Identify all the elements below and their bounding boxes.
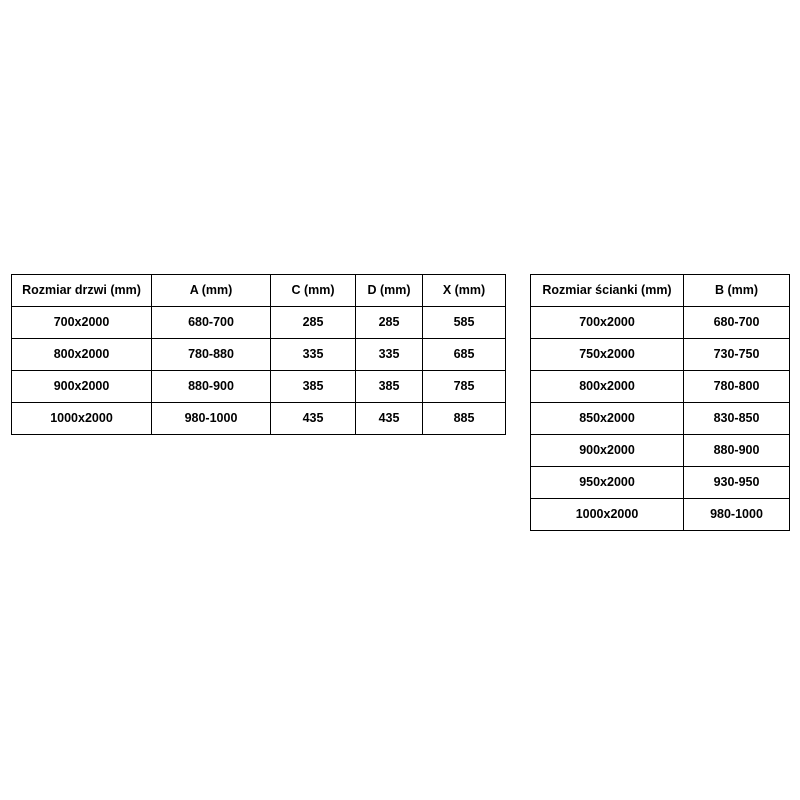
table-row [531, 307, 790, 339]
column-header-wall-size: Rozmiar ścianki (mm) [531, 275, 684, 307]
cell-c: 285 [271, 307, 356, 339]
cell-wall-size: 700x2000 [531, 307, 684, 339]
cell-door-size: 700x2000 [12, 307, 152, 339]
cell-b: 780-800 [684, 371, 790, 403]
table-row [12, 403, 506, 435]
cell-door-size: 800x2000 [12, 339, 152, 371]
cell-a: 880-900 [152, 371, 271, 403]
column-header-x: X (mm) [423, 275, 506, 307]
cell-b: 730-750 [684, 339, 790, 371]
cell-wall-size: 950x2000 [531, 467, 684, 499]
column-header-c: C (mm) [271, 275, 356, 307]
table-row [531, 339, 790, 371]
cell-door-size: 900x2000 [12, 371, 152, 403]
cell-d: 435 [356, 403, 423, 435]
table-row [531, 371, 790, 403]
cell-wall-size: 900x2000 [531, 435, 684, 467]
table-header-row [531, 275, 790, 307]
cell-d: 385 [356, 371, 423, 403]
table-header-row [12, 275, 506, 307]
cell-c: 335 [271, 339, 356, 371]
cell-d: 285 [356, 307, 423, 339]
cell-a: 980-1000 [152, 403, 271, 435]
column-header-a: A (mm) [152, 275, 271, 307]
cell-b: 930-950 [684, 467, 790, 499]
cell-a: 780-880 [152, 339, 271, 371]
cell-b: 680-700 [684, 307, 790, 339]
cell-c: 435 [271, 403, 356, 435]
cell-wall-size: 1000x2000 [531, 499, 684, 531]
cell-c: 385 [271, 371, 356, 403]
table-row [531, 403, 790, 435]
cell-x: 785 [423, 371, 506, 403]
column-header-door-size: Rozmiar drzwi (mm) [12, 275, 152, 307]
table-row [12, 307, 506, 339]
cell-wall-size: 750x2000 [531, 339, 684, 371]
cell-x: 885 [423, 403, 506, 435]
table-row [531, 499, 790, 531]
cell-b: 980-1000 [684, 499, 790, 531]
cell-wall-size: 850x2000 [531, 403, 684, 435]
cell-x: 585 [423, 307, 506, 339]
cell-a: 680-700 [152, 307, 271, 339]
doors-size-table-container [11, 274, 506, 435]
column-header-b: B (mm) [684, 275, 790, 307]
column-header-d: D (mm) [356, 275, 423, 307]
table-row [12, 371, 506, 403]
table-row [12, 339, 506, 371]
table-row [531, 467, 790, 499]
cell-d: 335 [356, 339, 423, 371]
cell-door-size: 1000x2000 [12, 403, 152, 435]
cell-b: 830-850 [684, 403, 790, 435]
wall-size-table [530, 274, 790, 531]
table-row [531, 435, 790, 467]
cell-x: 685 [423, 339, 506, 371]
doors-size-table [11, 274, 506, 435]
wall-size-table-container [530, 274, 790, 531]
cell-wall-size: 800x2000 [531, 371, 684, 403]
cell-b: 880-900 [684, 435, 790, 467]
